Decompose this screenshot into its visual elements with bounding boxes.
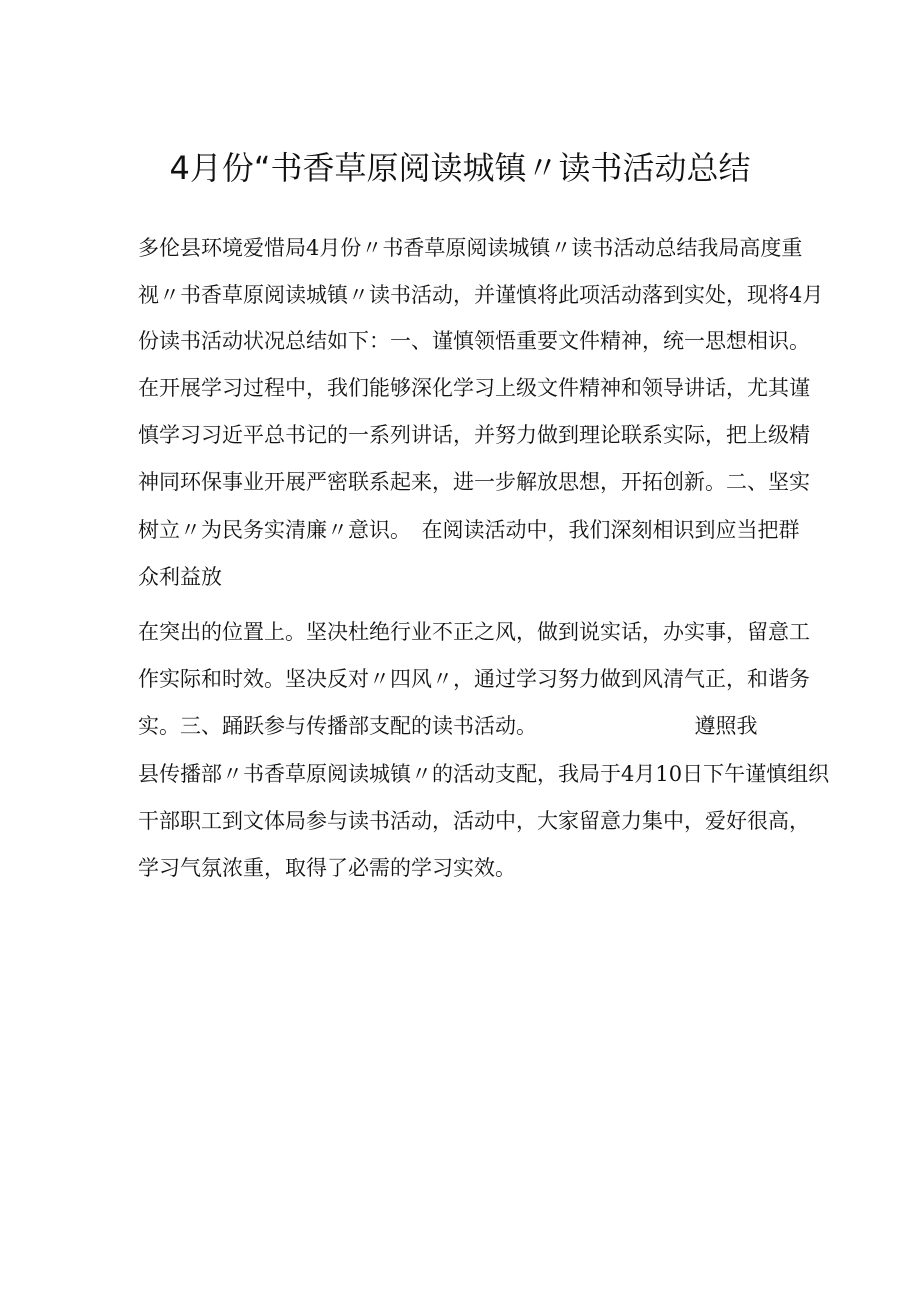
body-line: 树立〃为民务实清廉〃意识。 在阅读活动中，我们深刻相识到应当把群 [138, 518, 800, 542]
body-line: 神同环保事业开展严密联系起来，进一步解放思想，开拓创新。二、坚实 [138, 470, 810, 494]
body-line: 干部职工到文体局参与读书活动，活动中，大家留意力集中，爱好很高， [138, 809, 810, 833]
body-line: 在突出的位置上。坚决杜绝行业不正之风，做到说实话，办实事，留意工 [138, 620, 810, 644]
body-line: 实。三、踊跃参与传播部支配的读书活动。 遵照我 [138, 714, 758, 738]
document-title: 4月份“书香草原阅读城镇〃读书活动总结 [169, 149, 751, 187]
body-line: 慎学习习近平总书记的一系列讲话，并努力做到理论联系实际，把上级精 [138, 423, 810, 447]
body-line: 视〃书香草原阅读城镇〃读书活动，并谨慎将此项活动落到实处，现将4月 [138, 283, 824, 307]
body-line: 作实际和时效。坚决反对〃四风〃，通过学习努力做到风清气正，和谐务 [138, 667, 810, 691]
body-line: 县传播部〃书香草原阅读城镇〃的活动支配，我局于4月10日下午谨慎组织 [138, 762, 830, 786]
body-line: 在开展学习过程中，我们能够深化学习上级文件精神和领导讲话，尤其谨 [138, 376, 810, 400]
body-line: 份读书活动状况总结如下：一、谨慎领悟重要文件精神，统一思想相识。 [138, 329, 810, 353]
body-line: 众利益放 [138, 565, 222, 589]
body-line: 多伦县环境爱惜局4月份〃书香草原阅读城镇〃读书活动总结我局高度重 [138, 236, 803, 260]
body-line: 学习气氛浓重，取得了必需的学习实效。 [138, 856, 516, 880]
